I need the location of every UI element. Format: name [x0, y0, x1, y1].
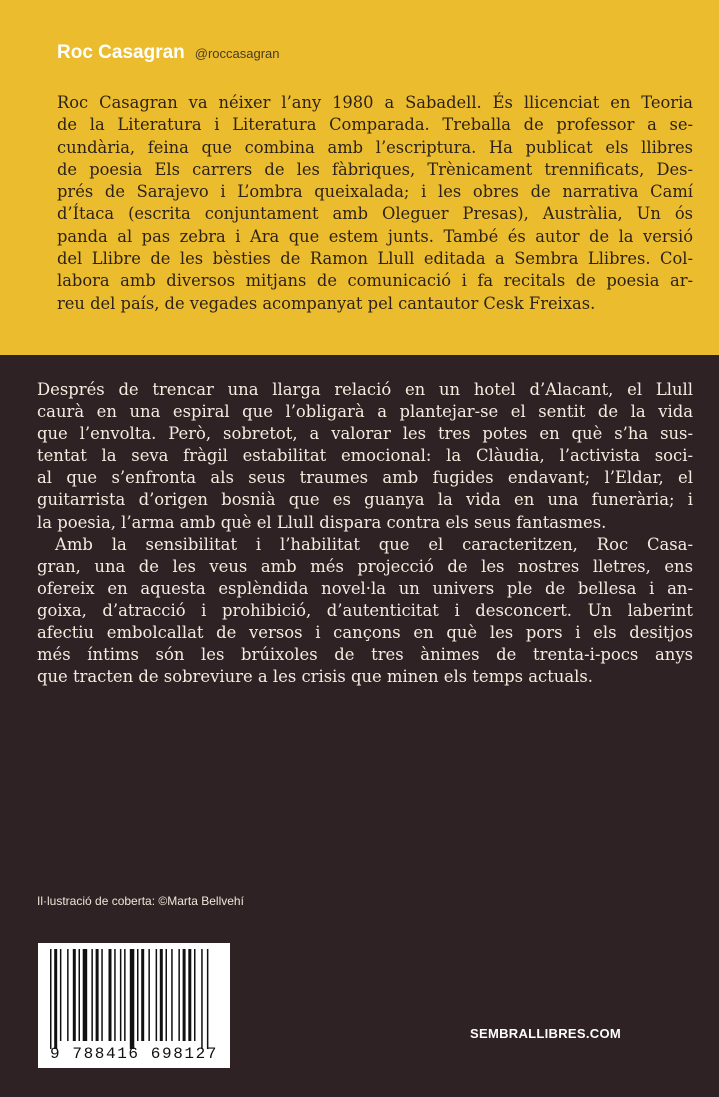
synopsis-paragraph-2	[37, 534, 693, 689]
bio-line: panda al pas zebra i Ara que estem junts. També és autor de la versió	[57, 226, 693, 246]
barcode-bar	[54, 949, 57, 1049]
barcode-bar	[137, 949, 139, 1041]
barcode-bar	[194, 949, 196, 1041]
synopsis-line: gran, una de les veus amb més projecció de les nostres lletres, ens	[37, 556, 693, 576]
barcode-bar	[91, 949, 93, 1041]
synopsis-line: al que s’enfronta als seus traumes amb fugides endavant; l’Eldar, el	[37, 468, 693, 488]
bio-line: de la Literatura i Literatura Comparada. Treballa de professor a se-	[57, 115, 693, 135]
barcode-bar	[130, 949, 135, 1049]
bio-line: reu del país, de vegades acompanyat pel cantautor Cesk Freixas.	[57, 293, 596, 313]
barcode-bar	[101, 949, 103, 1041]
synopsis-line: més íntims són les brúixoles de tres ànimes de trenta-i-pocs anys	[37, 645, 693, 665]
synopsis-paragraph-1	[37, 379, 693, 534]
barcode-bar	[109, 949, 112, 1041]
barcode-bar	[96, 949, 99, 1041]
barcode-bar	[166, 949, 168, 1041]
barcode-bar	[156, 949, 158, 1041]
barcode-bar	[114, 949, 116, 1041]
synopsis-line: que l’envolta. Però, sobretot, a valorar les tres potes en què s’ha sus-	[37, 424, 693, 444]
synopsis-line: Amb la sensibilitat i l’habilitat que el caracteritzen, Roc Casa-	[55, 534, 693, 554]
barcode-bar	[83, 949, 88, 1041]
barcode-bar	[201, 949, 203, 1049]
barcode-bar	[67, 949, 69, 1041]
synopsis-line: afectiu embolcallat de versos i cançons en què les pors i els desitjos	[37, 623, 693, 643]
barcode-bar	[188, 949, 191, 1041]
barcode-bar	[171, 949, 173, 1041]
bio-line: de poesia Els carrers de les fàbriques, Trènicament trennificats, Des-	[57, 159, 693, 179]
publisher-website: SEMBRALLIBRES.COM	[470, 1026, 621, 1041]
barcode	[38, 943, 230, 1068]
bio-line: Roc Casagran va néixer l’any 1980 a Sabadell. És llicenciat en Teoria	[57, 93, 693, 112]
barcode-bar	[73, 949, 76, 1041]
synopsis-line: Després de trencar una llarga relació en un hotel d’Alacant, el Llull	[37, 380, 693, 399]
barcode-bar	[50, 949, 52, 1049]
barcode-bar	[141, 949, 144, 1041]
author-name: Roc Casagran	[57, 42, 185, 63]
bio-line: labora amb diversos mitjans de comunicació i fa recitals de poesia ar-	[57, 271, 693, 291]
barcode-bar	[79, 949, 81, 1041]
isbn-number: 9 788416 698127	[49, 1045, 219, 1063]
author-heading	[57, 42, 280, 64]
synopsis-line: tentat la seva fràgil estabilitat emocional: la Clàudia, l’activista soci-	[37, 446, 693, 466]
bio-line: cundària, feina que combina amb l’escriptura. Ha publicat els llibres	[57, 137, 693, 157]
barcode-bar	[178, 949, 180, 1041]
barcode-bar	[160, 949, 163, 1041]
barcode-bar	[60, 949, 62, 1041]
bio-line: d’Ítaca (escrita conjuntament amb Oleguer Presas), Austràlia, Un ós	[57, 204, 693, 224]
author-bio	[57, 92, 693, 315]
synopsis-line: guitarrista d’origen bosnià que es guanya la vida en una funerària; i	[37, 490, 693, 510]
synopsis-line: caurà en una espiral que l’obligarà a plantejar-se el sentit de la vida	[37, 402, 693, 422]
bio-line: del Llibre de les bèsties de Ramon Llull editada a Sembra Llibres. Col-	[57, 249, 693, 269]
author-panel	[0, 0, 719, 355]
synopsis	[37, 379, 693, 688]
bio-line: prés de Sarajevo i L’ombra queixalada; i les obres de narrativa Camí	[57, 182, 693, 202]
synopsis-line: que tracten de sobreviure a les crisis que minen els temps actuals.	[37, 667, 593, 687]
barcode-bar	[124, 949, 126, 1041]
synopsis-line: la poesia, l’arma amb què el Llull dispara contra els seus fantasmes.	[37, 512, 607, 532]
barcode-bar	[207, 949, 209, 1049]
barcode-bar	[183, 949, 186, 1041]
author-handle: @roccasagran	[194, 46, 280, 61]
synopsis-line: ofereix en aquesta esplèndida novel·la un univers ple de bellesa i an-	[37, 578, 693, 598]
illustration-credit: Il·lustració de coberta: ©Marta Bellvehí	[37, 894, 244, 908]
synopsis-line: goixa, d’atracció i prohibició, d’autenticitat i desconcert. Un laberint	[37, 600, 693, 620]
barcode-bar	[148, 949, 150, 1041]
barcode-bar	[120, 949, 122, 1041]
